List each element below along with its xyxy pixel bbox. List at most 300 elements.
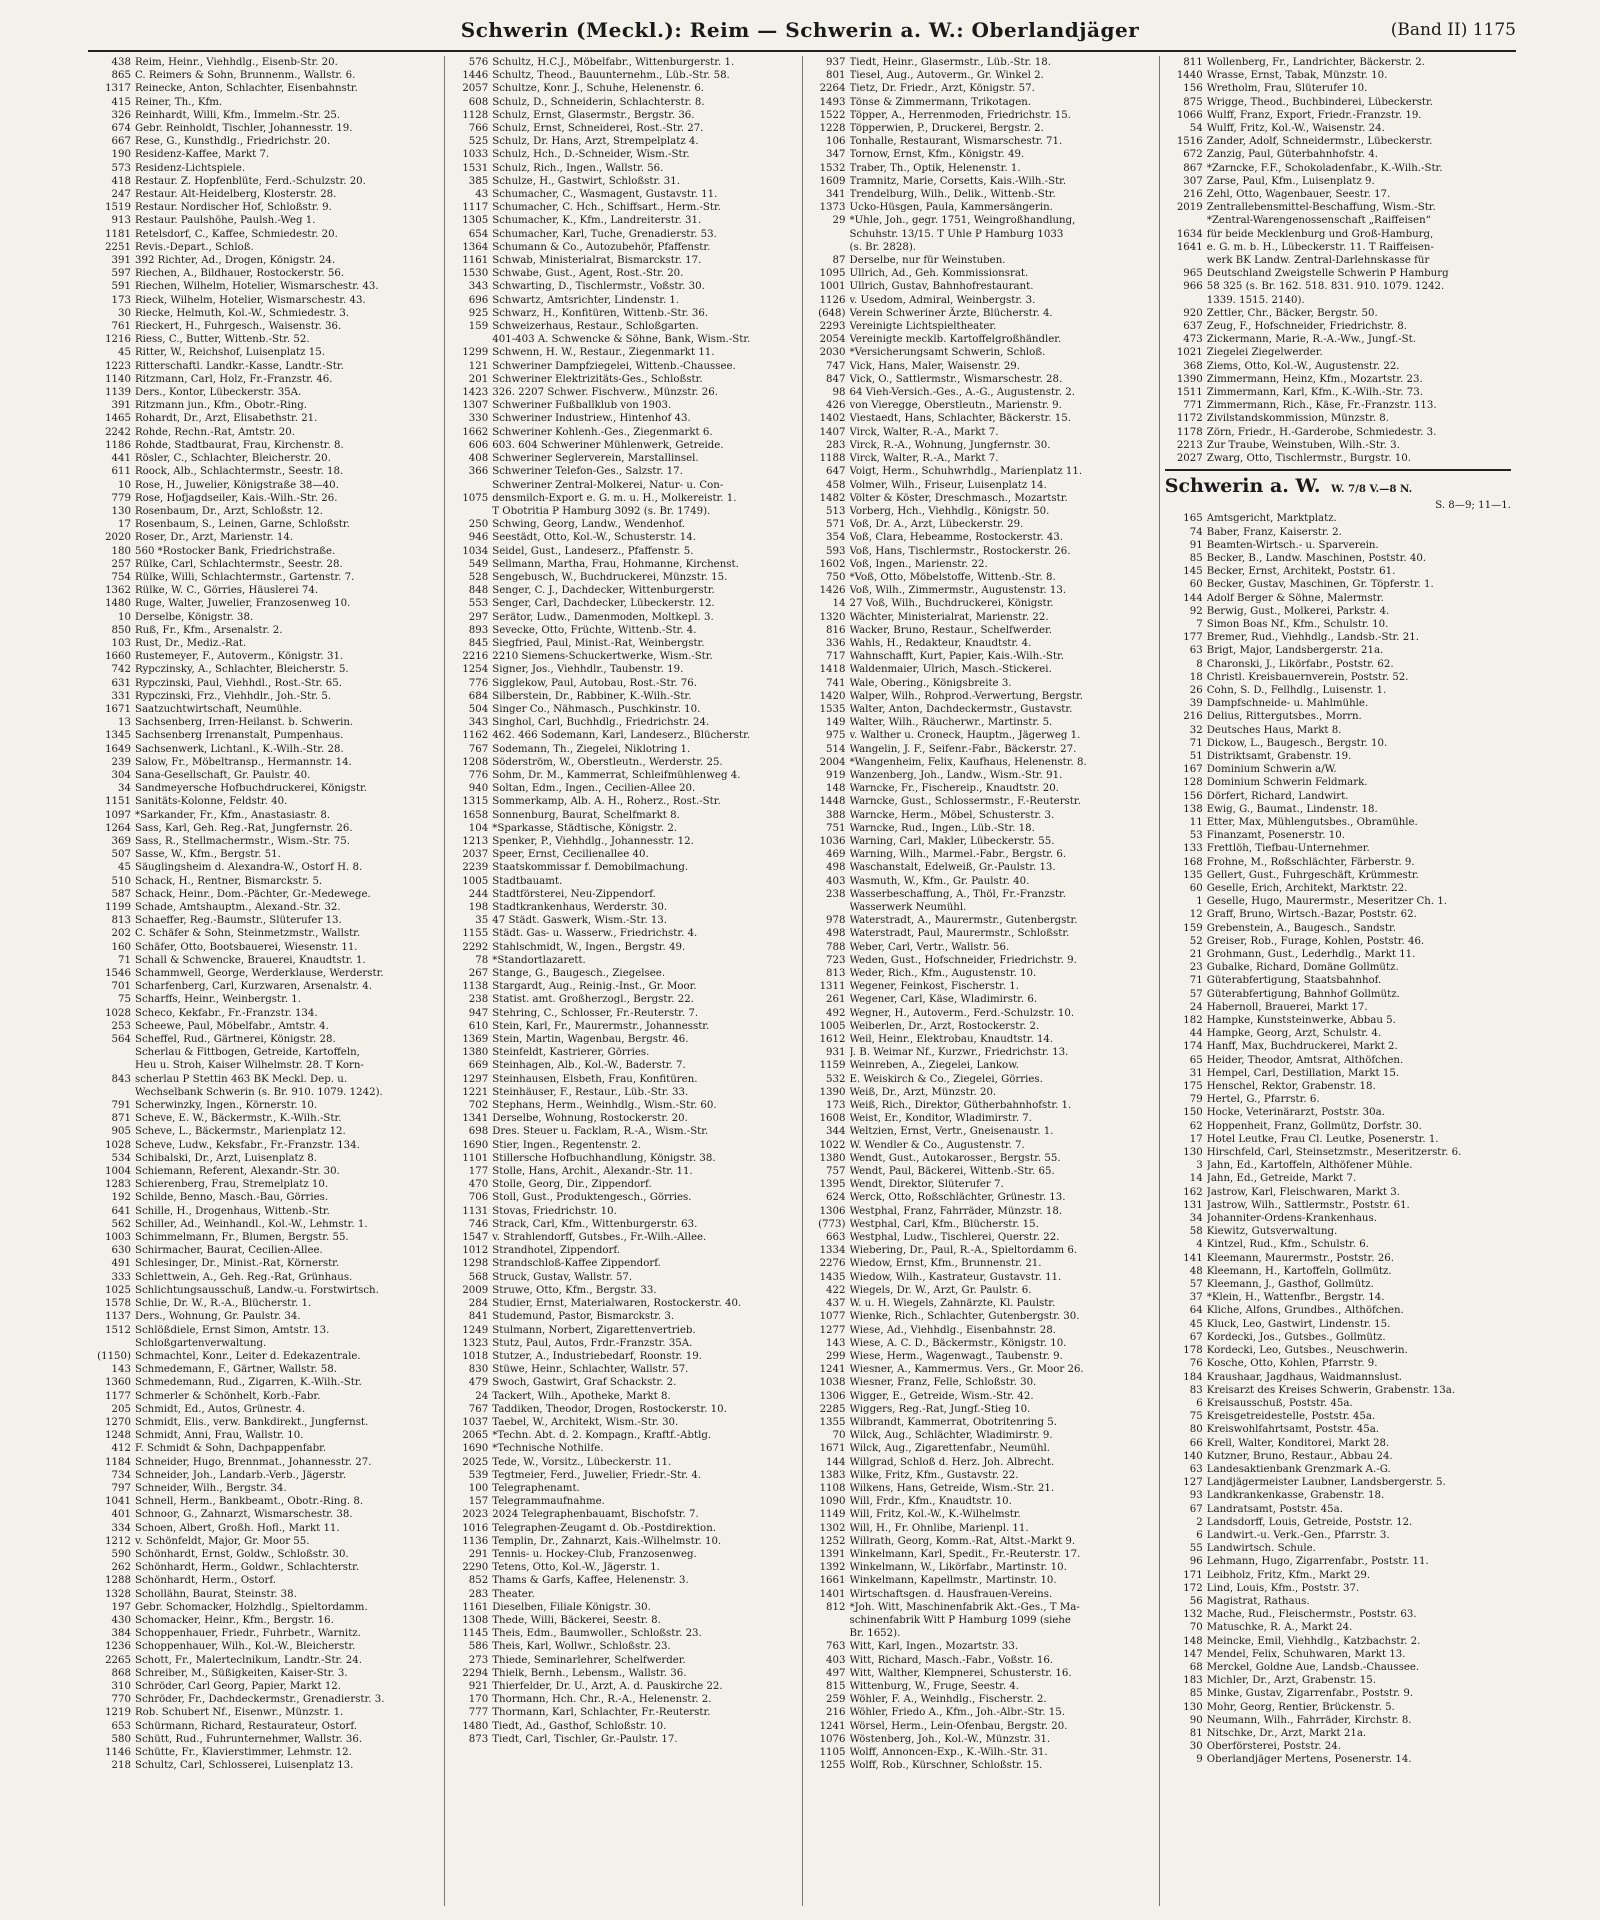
entry-text: Scharfenberg, Carl, Kurzwaren, Arsenalstr. 4.: [135, 981, 373, 993]
directory-entry: [808, 254, 1154, 267]
entry-text: Scheve, E. W., Bäckermstr., K.-Wilh.-Str.: [135, 1113, 342, 1125]
directory-entry: [450, 1363, 796, 1376]
phone-number: 1236: [105, 1641, 131, 1653]
phone-number: 7: [1196, 618, 1203, 630]
phone-number: 1302: [819, 1522, 846, 1534]
entry-text: Vick, Hans, Maler, Waisenstr. 29.: [849, 360, 1021, 372]
phone-number: 177: [1183, 632, 1203, 644]
entry-text: Riecke, Helmuth, Kol.-W., Schmiedestr. 3.: [135, 307, 350, 319]
entry-text: Schwarz, H., Konfitüren, Wittenb.-Str. 36.: [492, 307, 709, 319]
phone-number: 415: [111, 96, 131, 108]
phone-number: 1690: [462, 1443, 489, 1455]
phone-number: 304: [111, 769, 131, 781]
directory-entry: [1165, 710, 1511, 723]
phone-number: 965: [1183, 268, 1203, 280]
directory-entry: [450, 1244, 796, 1257]
phone-number: 30: [118, 307, 131, 319]
directory-entry: [808, 993, 1154, 1006]
directory-entry: [450, 782, 796, 795]
phone-number: 144: [1183, 592, 1203, 604]
phone-number: 1511: [1176, 387, 1203, 399]
phone-number: 131: [1183, 1199, 1203, 1211]
directory-entry: [1165, 1423, 1511, 1436]
phone-number: 1531: [462, 162, 489, 174]
directory-entry: [1165, 175, 1511, 188]
entry-text: Zickermann, Marie, R.-A.-Ww., Jungf.-St.: [1206, 334, 1416, 346]
entry-text: Wulff, Franz, Export, Friedr.-Franzstr. 19.: [1206, 109, 1422, 121]
directory-entry: [93, 148, 439, 161]
phone-number: 60: [1189, 882, 1203, 894]
entry-text: Rypczinski, Paul, Viehhdl., Rost.-Str. 65.: [135, 677, 342, 689]
phone-number: 1241: [819, 1720, 846, 1732]
entry-text: Lehmann, Hugo, Zigarrenfabr., Poststr. 11.: [1206, 1556, 1429, 1568]
phone-number: 763: [826, 1641, 846, 1653]
entry-text: Roser, Dr., Arzt, Marienstr. 14.: [135, 532, 294, 544]
directory-entry: [93, 1733, 439, 1746]
entry-text: Spenker, P., Viehhdlg., Johannesstr. 12.: [492, 835, 694, 847]
phone-number: 183: [1183, 1675, 1203, 1687]
phone-number: 761: [111, 321, 131, 333]
directory-entry: [808, 1640, 1154, 1653]
entry-text: Distriktsamt, Grabenstr. 19.: [1206, 750, 1352, 762]
directory-entry: [1165, 618, 1511, 631]
entry-text: Schumacher, Karl, Tuche, Grenadierstr. 53.: [492, 228, 717, 240]
entry-text: Zettler, Chr., Bäcker, Bergstr. 50.: [1206, 307, 1378, 319]
entry-text: Soltan, Edm., Ingen., Cecilien-Allee 20.: [492, 783, 696, 795]
directory-entry: [1165, 1371, 1511, 1384]
phone-number: 2065: [462, 1430, 489, 1442]
directory-entry: [1165, 373, 1511, 386]
phone-number: 1418: [819, 664, 846, 676]
directory-entry: [93, 597, 439, 610]
entry-text: Schweriner Kohlenh.-Ges., Ziegenmarkt 6.: [492, 426, 713, 438]
directory-entry: [450, 1046, 796, 1059]
directory-entry: [1165, 1159, 1511, 1172]
directory-entry: [808, 1574, 1154, 1587]
entry-text: Wittenburg, W., Fruge, Seestr. 4.: [849, 1680, 1020, 1692]
directory-entry: [1165, 426, 1511, 439]
phone-number: 647: [826, 466, 846, 478]
directory-entry: [1165, 1106, 1511, 1119]
entry-text: Säuglingsheim d. Alexandra-W., Ostorf H. 8.: [135, 862, 363, 874]
entry-text: Wiese, Herm., Wagenwagt., Taubenstr. 9.: [849, 1350, 1063, 1362]
entry-text: Nitschke, Dr., Arzt, Markt 21a.: [1206, 1727, 1367, 1739]
phone-number: 1395: [819, 1179, 846, 1191]
phone-number: 121: [468, 360, 489, 372]
phone-number: 931: [826, 1047, 846, 1059]
directory-entry: [1165, 882, 1511, 895]
phone-number: 696: [468, 294, 489, 306]
entry-text: Schumann & Co., Autozubehör, Pfaffenstr.: [492, 241, 711, 253]
phone-number: 1323: [462, 1337, 489, 1349]
phone-number: 610: [468, 1020, 489, 1032]
entry-text: Schäfer, Otto, Bootsbauerei, Wiesenstr. 11.: [135, 941, 358, 953]
entry-text: Graff, Bruno, Wirtsch.-Bazar, Poststr. 62.: [1206, 909, 1417, 921]
phone-number: 190: [111, 149, 131, 161]
phone-number: 875: [1183, 96, 1203, 108]
directory-entry: [1165, 1529, 1511, 1542]
entry-text: Winkelmann, Karl, Spedit., Fr.-Reuterstr. 17.: [849, 1548, 1081, 1560]
phone-number: 24: [475, 1390, 489, 1402]
directory-entry: [93, 1350, 439, 1363]
directory-entry: [1165, 724, 1511, 737]
directory-entry: [1165, 1080, 1511, 1093]
phone-number: 593: [826, 545, 846, 557]
entry-text: Trendelburg, Wilh., Delik., Wittenb.-Str.: [849, 189, 1056, 201]
phone-number: 1671: [105, 703, 131, 715]
phone-number: 469: [826, 849, 846, 861]
entry-text: Zwarg, Otto, Tischlermstr., Burgstr. 10.: [1206, 453, 1411, 465]
directory-entry: [808, 386, 1154, 399]
directory-entry: [93, 201, 439, 214]
phone-number: 850: [111, 624, 131, 636]
directory-entry: [93, 1271, 439, 1284]
entry-text: Virck, Walter, R.-A., Markt 7.: [849, 453, 999, 465]
entry-text: Brigt, Major, Landsbergerstr. 21a.: [1206, 645, 1384, 657]
phone-number: 913: [111, 215, 131, 227]
entry-text: Lind, Louis, Kfm., Poststr. 37.: [1206, 1582, 1360, 1594]
entry-text: v. Schönfeldt, Major, Gr. Moor 55.: [135, 1535, 310, 1547]
phone-number: 130: [1183, 1701, 1203, 1713]
phone-number: 149: [826, 717, 846, 729]
section-entries: [1165, 512, 1511, 1766]
entry-text: Dres. Steuer u. Facklam, R.-A., Wism.-Str.: [492, 1126, 709, 1138]
entry-text: Rypczinsky, A., Schlachter, Bleicherstr. 5.: [135, 664, 349, 676]
phone-number: 148: [1183, 1635, 1203, 1647]
phone-number: 1022: [819, 1139, 846, 1151]
directory-entry: [808, 1654, 1154, 1667]
phone-number: 401: [111, 1509, 131, 1521]
directory-entry: [808, 795, 1154, 808]
entry-text: Witt, Walther, Klempnerei, Schusterstr. 16.: [849, 1667, 1072, 1679]
directory-entry: [93, 1601, 439, 1614]
phone-number: 2020: [105, 532, 131, 544]
phone-number: 470: [468, 1179, 489, 1191]
directory-entry: [93, 822, 439, 835]
entry-text: Gellert, Gust., Fuhrgeschäft, Krümmestr.: [1206, 869, 1419, 881]
entry-text: Rohde, Stadtbaurat, Frau, Kirchenstr. 8.: [135, 439, 344, 451]
entry-text: Wiese, A. C. D., Bäckermstr., Königstr. 10.: [849, 1337, 1067, 1349]
entry-text: Schlesinger, Dr., Minist.-Rat, Körnerstr.: [135, 1258, 340, 1270]
phone-number: 1380: [819, 1152, 846, 1164]
directory-entry: [1165, 974, 1511, 987]
phone-number: 182: [1183, 1015, 1203, 1027]
directory-entry: [808, 214, 1154, 227]
phone-number: 67: [1189, 1503, 1203, 1515]
directory-entry: [93, 584, 439, 597]
directory-entry: [1165, 1648, 1511, 1661]
directory-entry: [808, 1746, 1154, 1759]
entry-text: Schütt, Rud., Fuhrunternehmer, Wallstr. 36.: [135, 1733, 363, 1745]
phone-number: 2242: [105, 426, 131, 438]
entry-text: 64 Vieh-Versich.-Ges., A.-G., Augustenstr. 2.: [849, 387, 1075, 399]
phone-number: 173: [826, 1100, 846, 1112]
phone-number: 893: [468, 624, 489, 636]
entry-text: Rose, Hofjagdseiler, Kais.-Wilh.-Str. 26.: [135, 492, 338, 504]
directory-entry: [1165, 280, 1511, 293]
entry-text: Sana-Gesellschaft, Gr. Paulstr. 40.: [135, 769, 311, 781]
directory-entry: [808, 175, 1154, 188]
entry-text: Charonski, J., Likörfabr., Poststr. 62.: [1206, 658, 1394, 670]
column-4-entries: [1165, 56, 1511, 465]
phone-number: 34: [118, 783, 131, 795]
phone-number: 1199: [105, 902, 131, 913]
phone-number: 734: [111, 1469, 131, 1481]
phone-number: 262: [111, 1562, 131, 1574]
phone-number: 21: [1189, 949, 1203, 960]
directory-entry: [1165, 539, 1511, 552]
entry-text: Schirmacher, Baurat, Cecilien-Allee.: [135, 1245, 323, 1257]
phone-number: 1223: [105, 360, 131, 372]
directory-entry: [1165, 294, 1511, 307]
entry-text: Hotel Leutke, Frau Cl. Leutke, Posenerstr. 1.: [1206, 1133, 1439, 1145]
phone-number: 1108: [819, 1482, 846, 1494]
phone-number: 1149: [819, 1509, 846, 1521]
entry-text: Vorberg, Hch., Viehhdlg., Königstr. 50.: [849, 505, 1050, 517]
directory-entry: [93, 1693, 439, 1706]
phone-number: 1145: [462, 1628, 489, 1640]
directory-entry: [1165, 241, 1511, 254]
phone-number: 1480: [105, 598, 131, 610]
directory-entry: [1165, 82, 1511, 95]
phone-number: 1028: [105, 1007, 131, 1019]
directory-entry: [450, 1508, 796, 1521]
directory-entry: [93, 96, 439, 109]
phone-number: 1: [1196, 896, 1203, 908]
phone-number: 1075: [462, 492, 489, 504]
phone-number: 437: [826, 1298, 846, 1310]
phone-number: 83: [1189, 1384, 1203, 1396]
phone-number: 1131: [462, 1205, 489, 1217]
entry-text: Riechen, A., Bildhauer, Rostockerstr. 56.: [135, 268, 345, 280]
phone-number: 1373: [819, 202, 846, 214]
phone-number: 74: [1189, 526, 1203, 538]
entry-text: Matuschke, R. A., Markt 24.: [1206, 1622, 1353, 1634]
entry-text: Kiewitz, Gutsverwaltung.: [1206, 1226, 1338, 1238]
phone-number: 1307: [462, 400, 489, 412]
directory-entry: [808, 1033, 1154, 1046]
entry-text: Schiemann, Referent, Alexandr.-Str. 30.: [135, 1166, 340, 1178]
directory-entry: [450, 1139, 796, 1152]
entry-text: Telegraphenamt.: [492, 1482, 580, 1494]
entry-text: Thierfelder, Dr. U., Arzt, A. d. Pauskirche 22.: [492, 1680, 723, 1692]
directory-entry: [808, 835, 1154, 848]
entry-text: Sohm, Dr. M., Kammerrat, Schleifmühlenweg 4.: [492, 769, 741, 781]
phone-number: 848: [468, 585, 489, 597]
entry-text: Warncke, Herm., Möbel, Schusterstr. 3.: [849, 809, 1055, 821]
entry-text: Kosche, Otto, Kohlen, Pfarrstr. 9.: [1206, 1358, 1378, 1370]
directory-entry: [1165, 1397, 1511, 1410]
entry-text: Wörsel, Herm., Lein-Ofenbau, Bergstr. 20.: [849, 1720, 1068, 1732]
page-header: [0, 14, 1600, 48]
phone-number: 2264: [819, 83, 846, 95]
directory-entry: [1165, 512, 1511, 525]
directory-entry: [808, 1165, 1154, 1178]
directory-entry: [1165, 1621, 1511, 1634]
directory-entry: [450, 1442, 796, 1455]
phone-number: 1283: [105, 1179, 131, 1191]
entry-text: Thiede, Seminarlehrer, Schelfwerder.: [492, 1654, 686, 1666]
phone-number: 218: [111, 1760, 131, 1772]
entry-text: J. B. Weimar Nf., Kurzwr., Friedrichstr. 13.: [849, 1047, 1069, 1059]
directory-entry: [93, 346, 439, 359]
phone-number: 751: [826, 822, 846, 834]
phone-number: 75: [1189, 1411, 1203, 1423]
directory-entry: [1165, 1714, 1511, 1727]
phone-number: 654: [468, 228, 489, 240]
directory-entry: [808, 1324, 1154, 1337]
phone-number: 1608: [819, 1113, 846, 1125]
entry-text: Michler, Dr., Arzt, Grabenstr. 15.: [1206, 1675, 1376, 1687]
directory-entry: [450, 1284, 796, 1297]
directory-entry: [1165, 1344, 1511, 1357]
entry-text: Wiedow, Wilh., Kastrateur, Gustavstr. 11.: [849, 1271, 1062, 1283]
directory-entry: [450, 690, 796, 703]
directory-entry: [808, 927, 1154, 940]
directory-entry: [93, 1442, 439, 1455]
directory-entry: [808, 479, 1154, 492]
entry-text: Steinfeldt, Kastrierer, Görries.: [492, 1047, 650, 1059]
directory-entry: [1165, 803, 1511, 816]
directory-entry: [808, 1548, 1154, 1561]
entry-text: Retelsdorf, C., Kaffee, Schmiedestr. 20.: [135, 228, 338, 240]
entry-text: Kordecki, Jos., Gutsbes., Gollmütz.: [1206, 1331, 1386, 1343]
phone-number: 408: [468, 453, 489, 465]
entry-text: Völter & Köster, Dreschmasch., Mozartstr.: [849, 492, 1068, 504]
entry-text: Landsdorff, Louis, Getreide, Poststr. 12.: [1206, 1516, 1413, 1528]
directory-entry: [93, 531, 439, 544]
entry-text: Sachsenberg, Irren-Heilanst. b. Schwerin.: [135, 717, 354, 729]
directory-entry: [808, 1561, 1154, 1574]
phone-number: [93, 1086, 135, 1099]
directory-entry: [93, 1310, 439, 1323]
entry-text: Scheffel, Rud., Gärtnerei, Königstr. 28.: [135, 1034, 336, 1046]
directory-entry: [450, 1640, 796, 1653]
phone-number: 674: [111, 123, 131, 135]
phone-number: 966: [1183, 281, 1203, 293]
directory-entry: [1165, 658, 1511, 671]
entry-text: Wiesner, A., Kammermus. Vers., Gr. Moor 26.: [849, 1364, 1084, 1376]
phone-number: 507: [111, 849, 131, 861]
directory-entry: [450, 650, 796, 663]
directory-entry: [1165, 552, 1511, 565]
entry-text: Ritzmann, Carl, Holz, Fr.-Franzstr. 46.: [135, 373, 333, 385]
entry-text: Wahls, H., Redakteur, Knaudtstr. 4.: [849, 637, 1032, 649]
phone-number: 1178: [1176, 426, 1203, 438]
directory-entry: [450, 1561, 796, 1574]
directory-entry: [93, 175, 439, 188]
entry-text: Thams & Garfs, Kaffee, Helenenstr. 3.: [492, 1575, 689, 1587]
entry-text: 603. 604 Schweriner Mühlenwerk, Getreide.: [492, 439, 724, 451]
phone-number: 85: [1189, 1688, 1203, 1700]
phone-number: 816: [826, 624, 846, 636]
entry-text: 392 Richter, Ad., Drogen, Königstr. 24.: [135, 255, 336, 267]
entry-text: Tiedt, Heinr., Glasermstr., Lüb.-Str. 18.: [849, 57, 1051, 68]
phone-number: 78: [475, 954, 489, 966]
phone-number: 273: [468, 1654, 489, 1666]
directory-entry: [1165, 1582, 1511, 1595]
directory-entry: [450, 214, 796, 227]
phone-number: 1512: [105, 1324, 131, 1336]
entry-text: Kreisausschuß, Poststr. 45a.: [1206, 1397, 1353, 1409]
phone-number: 1402: [819, 413, 846, 425]
column-2: [444, 56, 801, 1906]
directory-entry: [450, 294, 796, 307]
directory-entry: [1165, 1384, 1511, 1397]
column-4: [1159, 56, 1516, 1906]
entry-text: Landkrankenkasse, Grabenstr. 18.: [1206, 1490, 1385, 1502]
entry-text: Wulff, Fritz, Kol.-W., Waisenstr. 24.: [1206, 123, 1385, 135]
phone-number: 17: [1189, 1133, 1203, 1145]
entry-text: C. Schäfer & Sohn, Steinmetzmstr., Wallstr.: [135, 928, 361, 940]
entry-text: Schimmelmann, Fr., Blumen, Bergstr. 55.: [135, 1232, 349, 1244]
phone-number: 366: [468, 466, 489, 478]
directory-entry: [808, 122, 1154, 135]
entry-text: Schweriner Industriew., Hintenhof 43.: [492, 413, 691, 425]
phone-number: 283: [468, 1588, 489, 1600]
entry-text: Kreiswohlfahrtsamt, Poststr. 45a.: [1206, 1424, 1380, 1436]
phone-number: 742: [111, 664, 131, 676]
directory-entry: [450, 492, 796, 505]
directory-entry: [808, 439, 1154, 452]
entry-text: Reim, Heinr., Viehhdlg., Eisenb-Str. 20.: [135, 57, 338, 68]
directory-entry: [450, 505, 796, 518]
phone-number: 259: [826, 1694, 846, 1706]
directory-entry: [93, 769, 439, 782]
directory-entry: [450, 1495, 796, 1508]
phone-number: 1298: [462, 1258, 489, 1270]
phone-number: 138: [1183, 803, 1203, 815]
directory-entry: [450, 1231, 796, 1244]
entry-text: Riechen, Wilhelm, Hotelier, Wismarschestr. 43.: [135, 281, 379, 293]
phone-number: 412: [111, 1443, 131, 1455]
entry-text: Landjägermeister Laubner, Landsbergerstr. 5.: [1206, 1477, 1446, 1489]
directory-entry: [808, 360, 1154, 373]
phone-number: 1315: [462, 796, 489, 808]
directory-entry: [450, 267, 796, 280]
phone-number: 307: [1183, 175, 1203, 187]
directory-entry: [1165, 1120, 1511, 1133]
phone-number: 162: [1183, 1186, 1203, 1198]
directory-entry: [93, 1588, 439, 1601]
directory-entry: [93, 1390, 439, 1403]
entry-text: 462. 466 Sodemann, Karl, Landeserz., Blücherstr.: [492, 730, 751, 742]
entry-text: Wilke, Fritz, Kfm., Gustavstr. 22.: [849, 1469, 1019, 1481]
entry-text: Wendt, Direktor, Slüterufer 7.: [849, 1179, 1004, 1191]
entry-text: Schack, H., Rentner, Bismarckstr. 5.: [135, 875, 323, 887]
directory-entry: [1165, 1503, 1511, 1516]
directory-entry: [1165, 412, 1511, 425]
phone-number: 1612: [819, 1034, 846, 1046]
directory-entry: [93, 980, 439, 993]
phone-number: 90: [1189, 1714, 1203, 1726]
directory-entry: [450, 1257, 796, 1270]
phone-number: 65: [1189, 1054, 1203, 1066]
entry-text: Wigger, E., Getreide, Wism.-Str. 42.: [849, 1390, 1034, 1402]
phone-number: 2009: [462, 1284, 489, 1296]
phone-number: 1041: [105, 1496, 131, 1508]
phone-number: 388: [826, 809, 846, 821]
directory-entry: [93, 901, 439, 914]
directory-entry: [93, 333, 439, 346]
directory-entry: [93, 1508, 439, 1521]
directory-entry: [450, 96, 796, 109]
phone-number: [450, 479, 492, 492]
entry-text: Wegener, Feinkost, Fischerstr. 1.: [849, 981, 1019, 993]
entry-text: v. Usedom, Admiral, Weinbergstr. 3.: [849, 294, 1036, 306]
entry-text: *Joh. Witt, Maschinenfabrik Akt.-Ges., T Ma-: [849, 1601, 1080, 1613]
directory-entry: [1165, 737, 1511, 750]
